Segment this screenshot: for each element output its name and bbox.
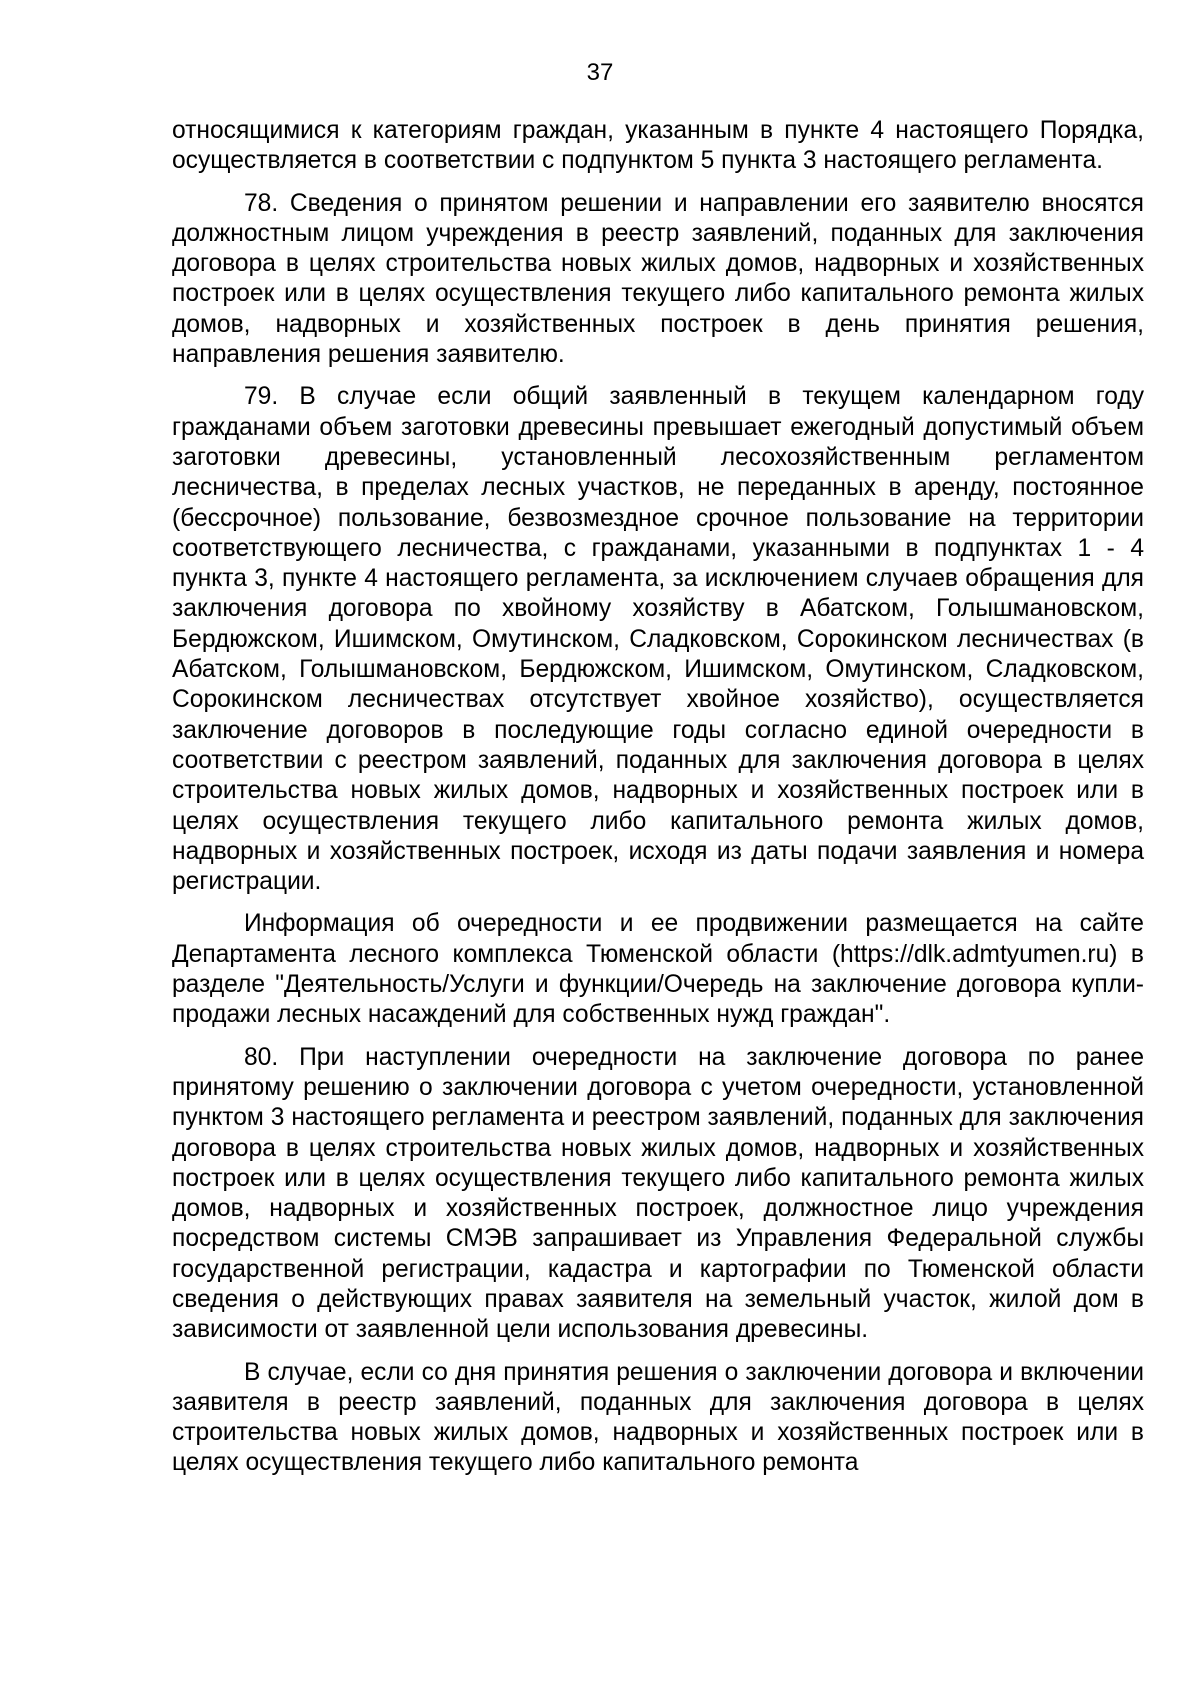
- paragraph-queue-info: Информация об очередности и ее продвижении размещается на сайте Департамента лесного комплекса Тюменской области (https://dlk.admtyumen.ru) в разделе "Деятельность/Услуги и функции/Очередь на заключение договора купли-продажи лесных насаждений для собственных нужд граждан".: [172, 910, 1144, 1029]
- document-body: [172, 116, 1144, 1479]
- paragraph-item-79: 79. В случае если общий заявленный в текущем календарном году гражданами объем заготовки древесины превышает ежегодный допустимый объем заготовки древесины, установленный лесохозяйственным регламентом лесничества, в пределах лесных участков, не переданных в аренду, постоянное (бессрочное) пользование, безвозмездное срочное пользование на территории соответствующего лесничества, с гражданами, указанными в подпунктах 1 - 4 пункта 3, пункте 4 настоящего регламента, за исключением случаев обращения для заключения договора по хвойному хозяйству в Абатском, Голышмановском, Бердюжском, Ишимском, Омутинском, Сладковском, Сорокинском лесничествах (в Абатском, Голышмановском, Бердюжском, Ишимском, Омутинском, Сладковском, Сорокинском лесничествах отсутствует хвойное хозяйство), осуществляется заключение договоров в последующие годы согласно единой очередности в соответствии с реестром заявлений, поданных для заключения договора в целях строительства новых жилых домов, надворных и хозяйственных построек или в целях осуществления текущего либо капитального ремонта жилых домов, надворных и хозяйственных построек, исходя из даты подачи заявления и номера регистрации.: [172, 383, 1144, 896]
- page-number: 37: [586, 59, 614, 86]
- paragraph-item-78: 78. Сведения о принятом решении и направлении его заявителю вносятся должностным лицом учреждения в реестр заявлений, поданных для заключения договора в целях строительства новых жилых домов, надворных и хозяйственных построек или в целях осуществления текущего либо капитального ремонта жилых домов, надворных и хозяйственных построек в день принятия решения, направления решения заявителю.: [172, 189, 1144, 369]
- paragraph-continuation: относящимися к категориям граждан, указанным в пункте 4 настоящего Порядка, осуществляется в соответствии с подпунктом 5 пункта 3 настоящего регламента.: [172, 117, 1144, 175]
- paragraph-case: В случае, если со дня принятия решения о заключении договора и включении заявителя в реестр заявлений, поданных для заключения договора в целях строительства новых жилых домов, надворных и хозяйственных построек или в целях осуществления текущего либо капитального ремонта: [172, 1358, 1144, 1477]
- paragraph-item-80: 80. При наступлении очередности на заключение договора по ранее принятому решению о заключении договора с учетом очередности, установленной пунктом 3 настоящего регламента и реестром заявлений, поданных для заключения договора в целях строительства новых жилых домов, надворных и хозяйственных построек или в целях осуществления текущего либо капитального ремонта жилых домов, надворных и хозяйственных построек, должностное лицо учреждения посредством системы СМЭВ запрашивает из Управления Федеральной службы государственной регистрации, кадастра и картографии по Тюменской области сведения о действующих правах заявителя на земельный участок, жилой дом в зависимости от заявленной цели использования древесины.: [172, 1043, 1144, 1344]
